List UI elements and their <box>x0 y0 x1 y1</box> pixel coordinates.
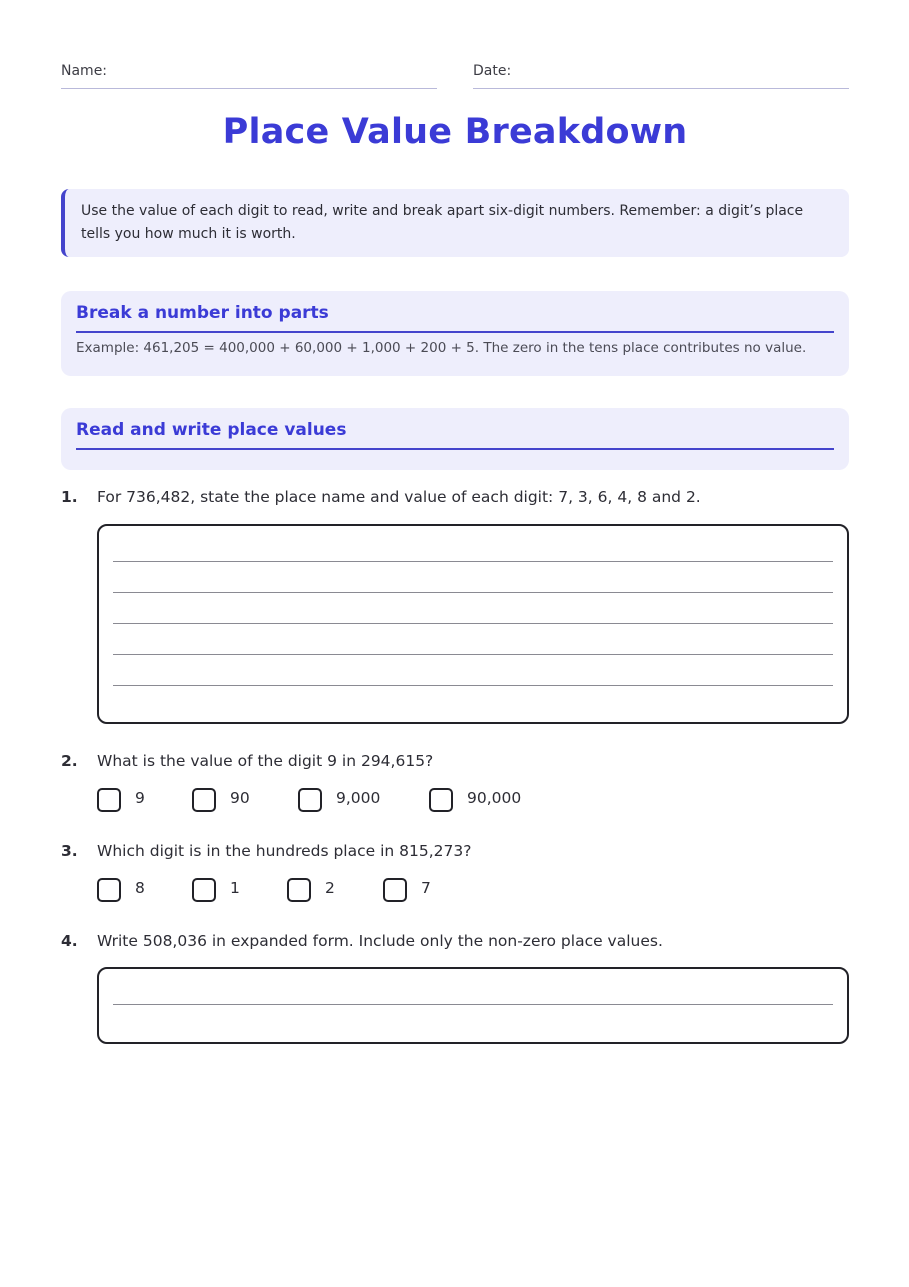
checkbox[interactable] <box>97 878 121 902</box>
choices-question-2 <box>97 788 849 818</box>
question-number: 1. <box>61 488 78 506</box>
question-text: Write 508,036 in expanded form. Include only the non-zero place values. <box>97 932 663 950</box>
intro-callout: Use the value of each digit to read, write and break apart six-digit numbers. Remember: a digit’s place tells you how much it is worth. <box>61 189 849 257</box>
section-title: Break a number into parts <box>76 303 834 333</box>
answer-line <box>113 654 833 655</box>
question-text: What is the value of the digit 9 in 294,615? <box>97 752 434 770</box>
choice-label: 90 <box>230 789 250 807</box>
question-number: 4. <box>61 932 78 950</box>
answer-box-4[interactable] <box>97 967 849 1044</box>
answer-line <box>113 592 833 593</box>
header-fields <box>61 60 849 90</box>
question-number: 3. <box>61 842 78 860</box>
checkbox[interactable] <box>287 878 311 902</box>
section-title: Read and write place values <box>76 420 834 450</box>
name-field[interactable] <box>61 60 437 89</box>
answer-line <box>113 623 833 624</box>
answer-box-1[interactable] <box>97 524 849 724</box>
choice-label: 90,000 <box>467 789 522 807</box>
date-label: Date: <box>473 63 512 79</box>
choice-label: 2 <box>325 879 335 897</box>
question-text: Which digit is in the hundreds place in 815,273? <box>97 842 472 860</box>
question-text: For 736,482, state the place name and value of each digit: 7, 3, 6, 4, 8 and 2. <box>97 488 701 506</box>
answer-line <box>113 685 833 686</box>
section-read-write <box>61 408 849 470</box>
question-number: 2. <box>61 752 78 770</box>
checkbox[interactable] <box>192 878 216 902</box>
answer-line <box>113 561 833 562</box>
choices-question-3 <box>97 878 849 908</box>
choice-label: 9,000 <box>336 789 381 807</box>
choice-label: 1 <box>230 879 240 897</box>
choice-label: 7 <box>421 879 431 897</box>
checkbox[interactable] <box>192 788 216 812</box>
name-label: Name: <box>61 63 108 79</box>
choice-label: 9 <box>135 789 145 807</box>
checkbox[interactable] <box>429 788 453 812</box>
checkbox[interactable] <box>383 878 407 902</box>
section-break-number <box>61 291 849 376</box>
choice-label: 8 <box>135 879 145 897</box>
checkbox[interactable] <box>97 788 121 812</box>
date-field[interactable] <box>473 60 849 89</box>
answer-line <box>113 1004 833 1005</box>
page-title: Place Value Breakdown <box>222 112 688 152</box>
section-example: Example: 461,205 = 400,000 + 60,000 + 1,000 + 200 + 5. The zero in the tens place contributes no value. <box>76 340 807 356</box>
checkbox[interactable] <box>298 788 322 812</box>
